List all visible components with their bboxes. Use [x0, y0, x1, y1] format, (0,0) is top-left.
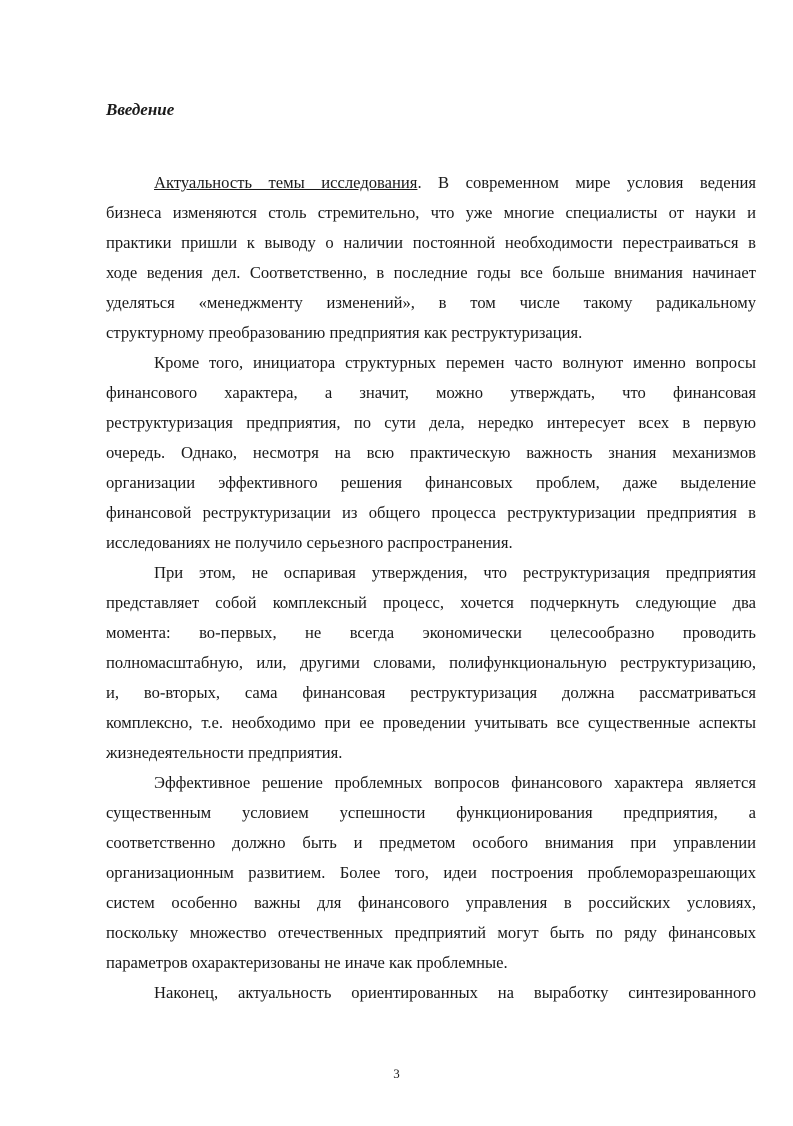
text-line: Эффективное решение проблемных вопросов финансового характера является — [154, 773, 756, 792]
paragraph — [106, 168, 756, 348]
paragraph — [106, 978, 756, 1008]
text-line: представляет собой комплексный процесс, хочется подчеркнуть следующие два — [106, 593, 756, 612]
paragraph — [106, 558, 756, 768]
text-line: момента: во-первых, не всегда экономически целесообразно проводить — [106, 623, 756, 642]
paragraph — [106, 768, 756, 978]
text-line: систем особенно важны для финансового управления в российских условиях, — [106, 893, 756, 912]
text-line: финансовой реструктуризации из общего процесса реструктуризации предприятия в — [106, 503, 756, 522]
text-line: Кроме того, инициатора структурных перемен часто волнуют именно вопросы — [154, 353, 756, 372]
text-line — [106, 168, 756, 198]
text-line: очередь. Однако, несмотря на всю практическую важность знания механизмов — [106, 443, 756, 462]
text-line: практики пришли к выводу о наличии постоянной необходимости перестраиваться в — [106, 233, 756, 252]
text-line: организации эффективного решения финансовых проблем, даже выделение — [106, 473, 756, 492]
text-line: При этом, не оспаривая утверждения, что реструктуризация предприятия — [154, 563, 756, 582]
text-line: параметров охарактеризованы не иначе как проблемные. — [106, 953, 508, 972]
text-line: бизнеса изменяются столь стремительно, что уже многие специалисты от науки и — [106, 203, 756, 222]
text-line: Наконец, актуальность ориентированных на выработку синтезированного — [154, 983, 756, 1002]
paragraph — [106, 348, 756, 558]
text-line: жизнедеятельности предприятия. — [106, 743, 343, 762]
text-line: структурному преобразованию предприятия как реструктуризация. — [106, 323, 583, 342]
text-line: ходе ведения дел. Соответственно, в последние годы все больше внимания начинает — [106, 263, 756, 282]
text-line: реструктуризация предприятия, по сути дела, нередко интересует всех в первую — [106, 413, 756, 432]
text-line: полномасштабную, или, другими словами, полифункциональную реструктуризацию, — [106, 653, 756, 672]
section-heading: Введение — [106, 100, 175, 119]
text-line: существенным условием успешности функционирования предприятия, а — [106, 803, 756, 822]
text-line: и, во-вторых, сама финансовая реструктуризация должна рассматриваться — [106, 683, 756, 702]
underlined-lead: Актуальность темы исследования — [154, 173, 418, 192]
page-number: 3 — [393, 1066, 400, 1081]
text-line: поскольку множество отечественных предприятий могут быть по ряду финансовых — [106, 923, 756, 942]
text-line: комплексно, т.е. необходимо при ее проведении учитывать все существенные аспекты — [106, 713, 756, 732]
text-line: соответственно должно быть и предметом особого внимания при управлении — [106, 833, 756, 852]
text-run: . В современном мире условия ведения — [417, 173, 756, 192]
text-line: исследованиях не получило серьезного распространения. — [106, 533, 513, 552]
text-line: уделяться «менеджменту изменений», в том числе такому радикальному — [106, 293, 756, 312]
document-body — [106, 168, 756, 1008]
text-line: организационным развитием. Более того, идеи построения проблеморазрешающих — [106, 863, 756, 882]
text-line: финансового характера, а значит, можно утверждать, что финансовая — [106, 383, 756, 402]
